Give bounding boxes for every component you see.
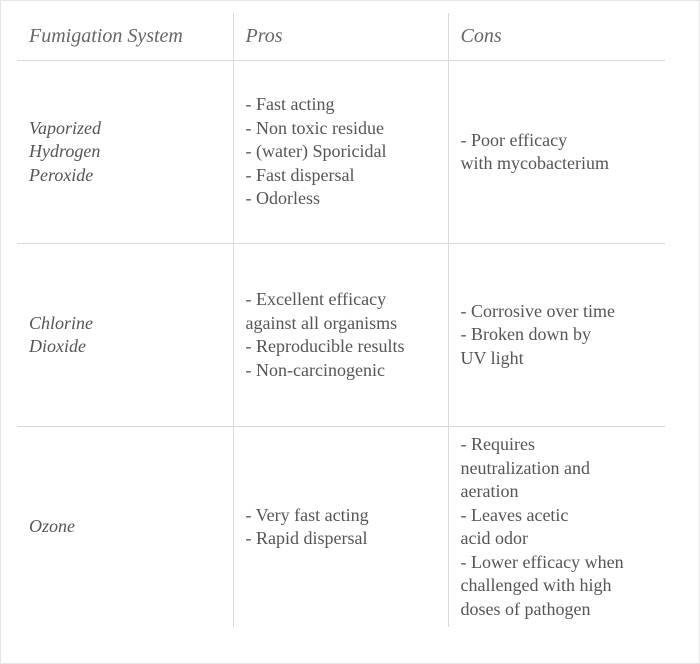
- cons-cell: [448, 61, 665, 244]
- pros-line: - Odorless: [245, 188, 320, 209]
- cons-line: challenged with high: [460, 575, 612, 595]
- pros-cell: [233, 427, 448, 628]
- system-name-line: Dioxide: [29, 336, 86, 356]
- table-row: [17, 427, 665, 628]
- header-cons: Cons: [448, 13, 665, 61]
- cons-line: - Poor efficacy: [460, 129, 568, 150]
- cons-line: - Lower efficacy when: [460, 551, 624, 572]
- table-row: [17, 244, 665, 427]
- table-header-row: [17, 13, 665, 61]
- system-name-line: Ozone: [29, 516, 75, 537]
- pros-line: - (water) Sporicidal: [245, 141, 387, 162]
- pros-line: against all organisms: [245, 312, 398, 333]
- cons-line: aeration: [460, 481, 519, 501]
- system-name-line: Hydrogen: [29, 141, 101, 162]
- pros-cell: [233, 244, 448, 427]
- cons-cell: [448, 427, 665, 628]
- pros-line: - Rapid dispersal: [245, 528, 368, 548]
- cons-line: - Leaves acetic: [460, 504, 569, 525]
- system-name-line: Chlorine: [29, 312, 94, 333]
- fumigation-comparison-table: [17, 13, 665, 627]
- system-name-line: Peroxide: [29, 164, 94, 185]
- cons-cell: [448, 244, 665, 427]
- cons-line: with mycobacterium: [460, 153, 609, 173]
- pros-line: - Fast acting: [245, 94, 335, 115]
- cons-line: - Broken down by: [460, 324, 591, 345]
- system-cell: [17, 61, 233, 244]
- pros-cell: [233, 61, 448, 244]
- pros-line: - Non toxic residue: [245, 117, 384, 138]
- pros-line: - Excellent efficacy: [245, 289, 387, 309]
- system-cell: [17, 427, 233, 628]
- pros-line: - Very fast acting: [245, 504, 369, 525]
- header-fumigation-system: Fumigation System: [17, 13, 233, 61]
- system-name-line: Vaporized: [29, 117, 101, 138]
- cons-line: - Requires: [460, 434, 535, 454]
- cons-line: - Corrosive over time: [460, 300, 615, 321]
- pros-line: - Reproducible results: [245, 336, 405, 356]
- cons-line: UV light: [460, 347, 524, 368]
- table-row: [17, 61, 665, 244]
- pros-line: - Fast dispersal: [245, 164, 355, 185]
- pros-line: - Non-carcinogenic: [245, 359, 385, 380]
- cons-line: doses of pathogen: [460, 598, 591, 619]
- header-pros: Pros: [233, 13, 448, 61]
- cons-line: neutralization and: [460, 457, 590, 478]
- system-cell: [17, 244, 233, 427]
- cons-line: acid odor: [460, 528, 528, 548]
